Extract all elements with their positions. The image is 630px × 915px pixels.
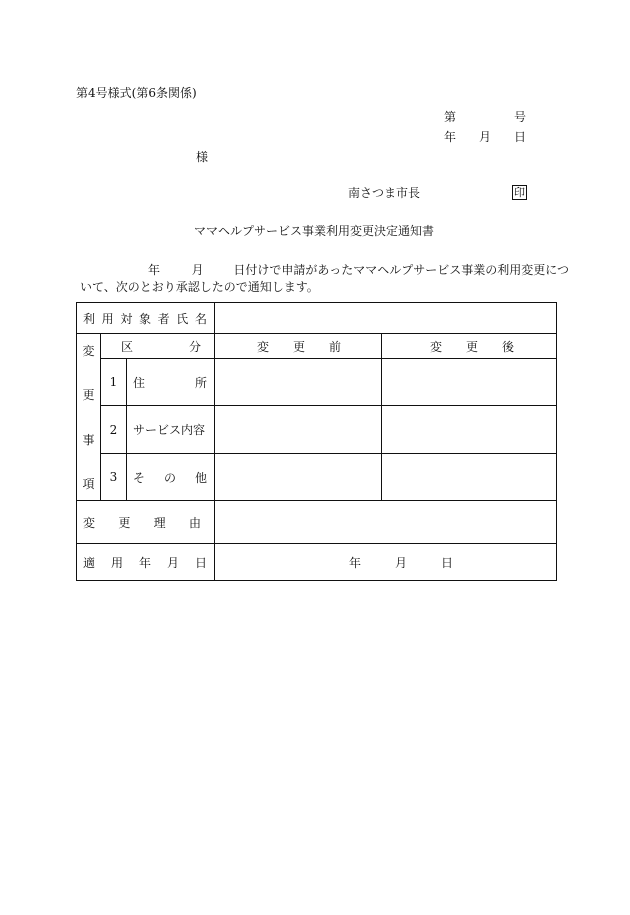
body-year: 年 (148, 263, 161, 277)
body-text-line2: いて、次のとおり承認したので通知します。 (80, 280, 319, 294)
reason-row (77, 501, 557, 544)
seal-mark (512, 185, 527, 200)
apply-date-label-cell: 適 用 年 月 日 (77, 544, 215, 581)
body-month: 月 (191, 263, 204, 277)
reason-label-cell: 変 更 理 由 (77, 501, 215, 544)
other-before-field[interactable] (215, 454, 382, 501)
doc-number-suffix: 号 (513, 110, 526, 124)
other-after-field[interactable] (382, 454, 557, 501)
user-name-field[interactable] (215, 303, 557, 334)
document-title: ママヘルプサービス事業利用変更決定通知書 (194, 224, 435, 238)
apply-date-row (77, 544, 557, 581)
before-change-header: 変 更 前 (215, 334, 382, 359)
category-header: 区 分 (101, 334, 215, 359)
body-text-line1: 日付けで申請があったママヘルプサービス事業の利用変更につ (233, 263, 569, 277)
user-name-row (77, 303, 557, 334)
service-after-field[interactable] (382, 406, 557, 454)
row-label-other: そ の 他 (127, 454, 215, 501)
service-before-field[interactable] (215, 406, 382, 454)
change-details-table (76, 302, 557, 581)
document-number (444, 110, 526, 124)
form-number: 第4号様式(第6条関係) (76, 86, 197, 100)
doc-number-prefix: 第 (444, 110, 457, 124)
user-name-label-cell: 利 用 対 象 者 氏 名 (77, 303, 215, 334)
after-change-header: 変 更 後 (382, 334, 557, 359)
address-after-field[interactable] (382, 359, 557, 406)
table-row (77, 454, 557, 501)
row-number: 1 (101, 359, 127, 406)
change-header-row (77, 334, 557, 359)
row-label-service: サービス内容 (127, 406, 215, 454)
row-label-address: 住 所 (127, 359, 215, 406)
issue-date-month: 月 (478, 130, 491, 144)
addressee-suffix: 様 (196, 150, 209, 164)
seal-stamp: 印 (514, 186, 525, 199)
row-number: 3 (101, 454, 127, 501)
apply-date-field[interactable] (215, 544, 557, 581)
issue-date (444, 130, 526, 144)
issuer-name: 南さつま市長 (348, 186, 421, 200)
address-before-field[interactable] (215, 359, 382, 406)
table-row (77, 406, 557, 454)
table-row (77, 359, 557, 406)
issue-date-day: 日 (513, 130, 526, 144)
apply-date-month: 月 (395, 555, 408, 570)
apply-date-day: 日 (441, 555, 454, 570)
row-number: 2 (101, 406, 127, 454)
reason-field[interactable] (215, 501, 557, 544)
apply-date-year: 年 (349, 555, 362, 570)
change-items-label: 変 更 事 項 (77, 334, 101, 501)
notification-body (76, 262, 569, 296)
issue-date-year: 年 (444, 130, 457, 144)
